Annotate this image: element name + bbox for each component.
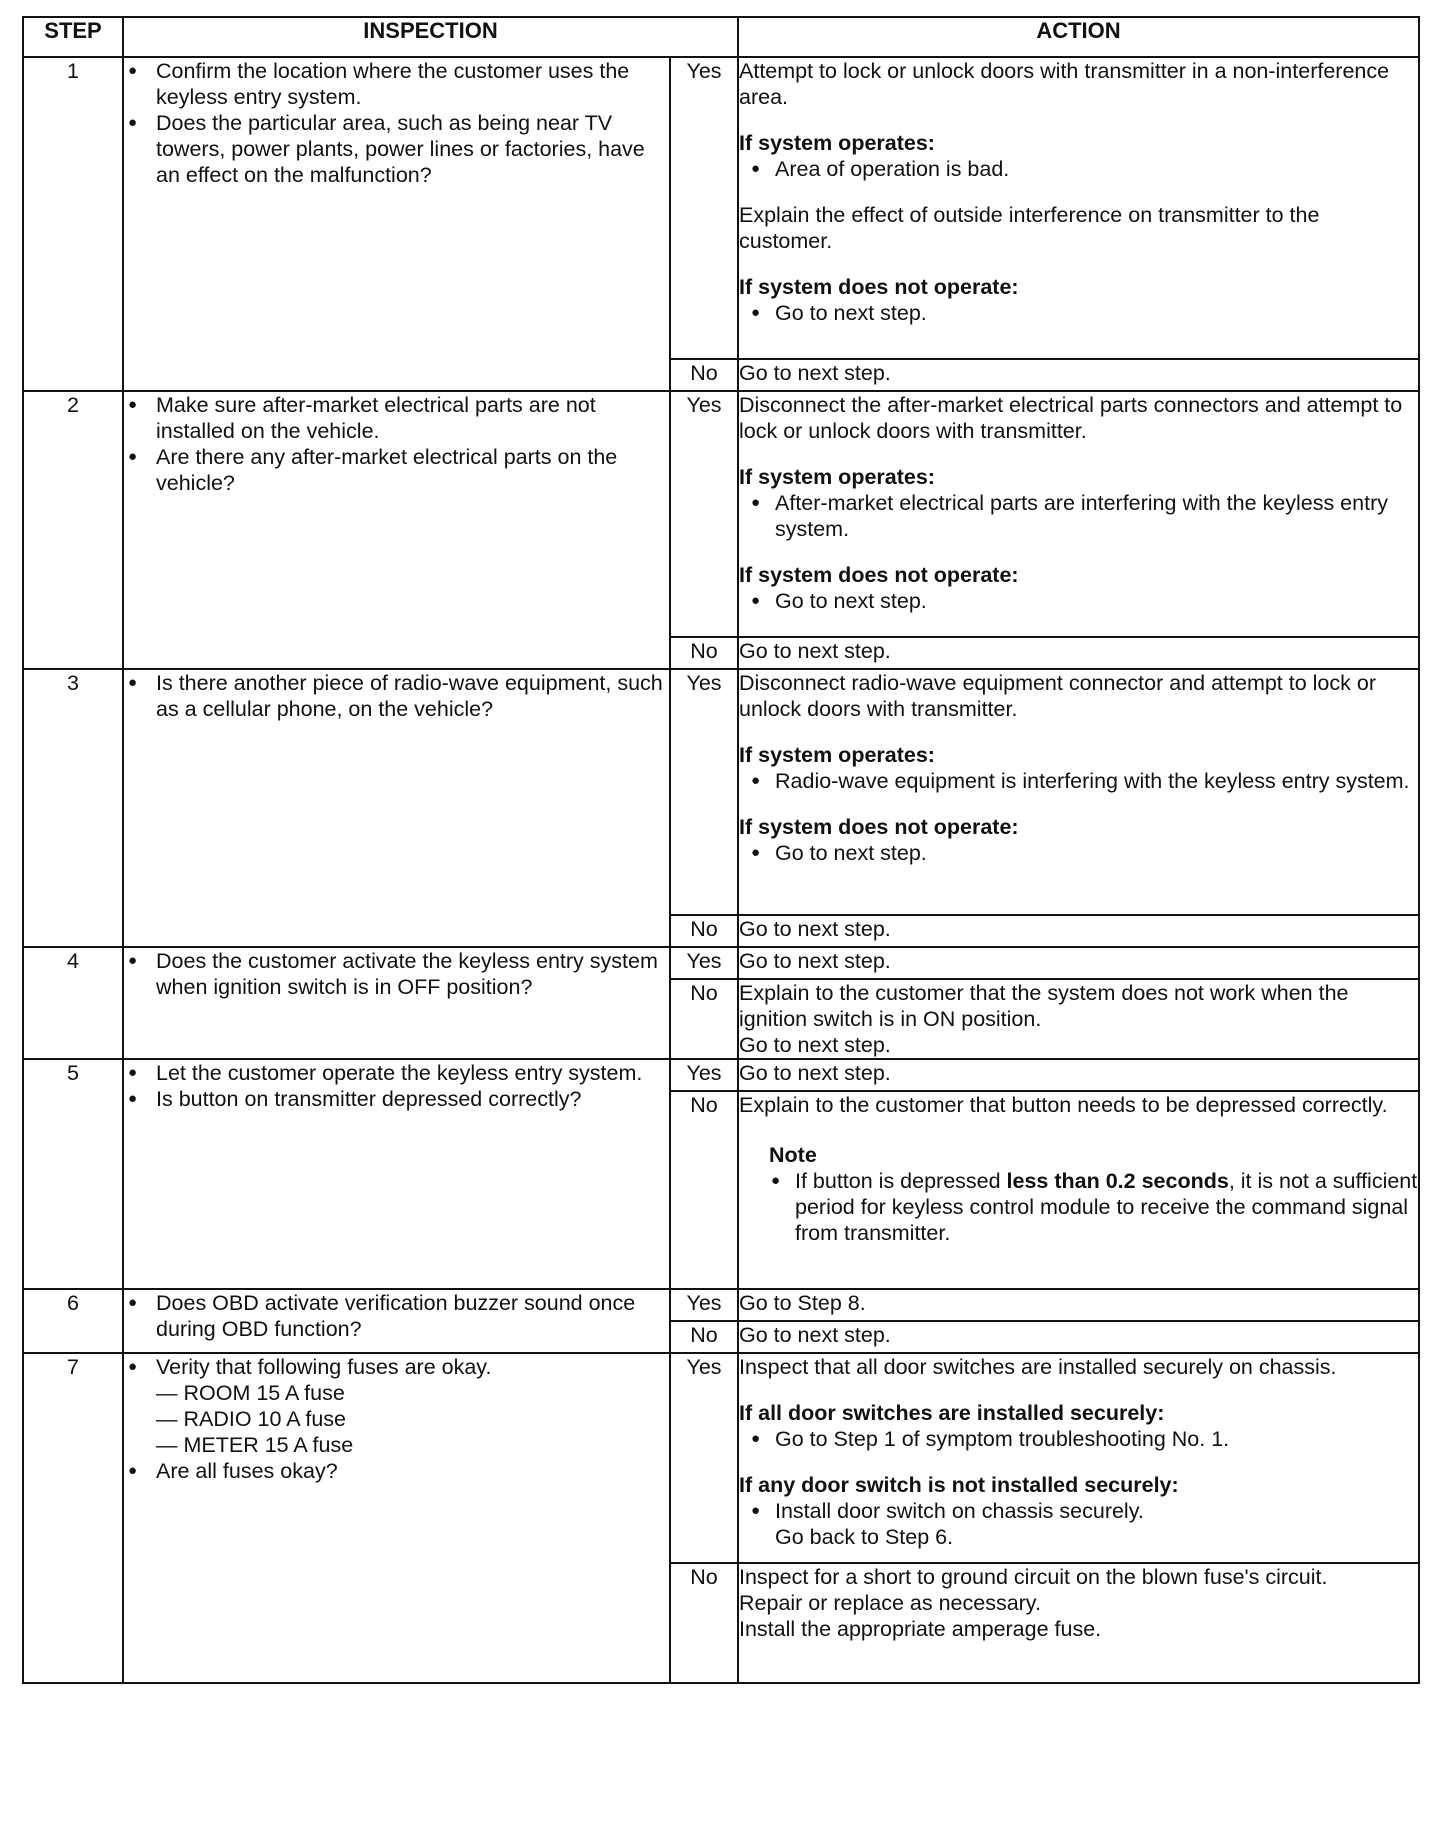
no-label: No	[670, 1321, 738, 1353]
action-cell: Go to next step.	[738, 637, 1419, 669]
table-row	[23, 1289, 1419, 1321]
action-text: Attempt to lock or unlock doors with transmitter in a non-interference area.	[739, 59, 1390, 109]
action-heading: If system operates:	[739, 743, 935, 767]
action-text: Install the appropriate amperage fuse.	[739, 1617, 1102, 1641]
inspection-cell	[123, 391, 670, 669]
step-number: 1	[23, 57, 123, 391]
inspection-item: ● Are all fuses okay?	[124, 1458, 669, 1484]
yes-label: Yes	[670, 947, 738, 979]
no-label: No	[670, 637, 738, 669]
action-text: Explain to the customer that button needs to be depressed correctly.	[739, 1093, 1388, 1117]
inspection-item: ● Are there any after-market electrical parts on the vehicle?	[124, 444, 669, 496]
action-item: ● Area of operation is bad.	[749, 156, 1418, 182]
action-item: ● Install door switch on chassis securely. Go back to Step 6.	[749, 1498, 1418, 1550]
action-cell	[738, 1353, 1419, 1563]
no-label: No	[670, 1563, 738, 1683]
yes-label: Yes	[670, 1289, 738, 1321]
troubleshooting-sheet	[22, 16, 1418, 1684]
inspection-item: ● Confirm the location where the customer uses the keyless entry system.	[124, 58, 669, 110]
action-heading: If all door switches are installed securely:	[739, 1401, 1165, 1425]
action-heading: If system operates:	[739, 465, 935, 489]
table-row	[23, 57, 1419, 359]
inspection-cell	[123, 669, 670, 947]
note-title: Note	[769, 1143, 817, 1167]
inspection-item: ● Does the particular area, such as being near TV towers, power plants, power lines or factories, have an effect on the malfunction?	[124, 110, 669, 188]
action-heading: If system does not operate:	[739, 815, 1019, 839]
step-number: 3	[23, 669, 123, 947]
action-item: ● After-market electrical parts are interfering with the keyless entry system.	[749, 490, 1418, 542]
inspection-item: ● Does the customer activate the keyless entry system when ignition switch is in OFF position?	[124, 948, 669, 1000]
inspection-cell	[123, 57, 670, 391]
action-cell	[738, 979, 1419, 1059]
yes-label: Yes	[670, 1059, 738, 1091]
no-label: No	[670, 359, 738, 391]
action-item: ● Go to next step.	[749, 840, 1418, 866]
action-text: Inspect for a short to ground circuit on the blown fuse's circuit.	[739, 1565, 1328, 1589]
inspection-cell	[123, 1289, 670, 1353]
step-number: 6	[23, 1289, 123, 1353]
header-inspection: INSPECTION	[123, 17, 738, 57]
table-row	[23, 1059, 1419, 1091]
fuse-item: — RADIO 10 A fuse	[156, 1407, 347, 1431]
action-text: Repair or replace as necessary.	[739, 1591, 1041, 1615]
action-cell	[738, 669, 1419, 915]
table-row	[23, 947, 1419, 979]
table-row	[23, 1353, 1419, 1563]
action-cell: Go to next step.	[738, 915, 1419, 947]
action-cell: Go to next step.	[738, 359, 1419, 391]
action-item: ● Go to Step 1 of symptom troubleshooting No. 1.	[749, 1426, 1418, 1452]
action-cell: Go to next step.	[738, 947, 1419, 979]
fuse-item: — ROOM 15 A fuse	[156, 1381, 345, 1405]
note-block	[769, 1142, 1418, 1246]
header-action: ACTION	[738, 17, 1419, 57]
action-item: ● Go to next step.	[749, 300, 1418, 326]
yes-label: Yes	[670, 669, 738, 915]
inspection-list	[124, 58, 669, 188]
action-cell: Go to next step.	[738, 1321, 1419, 1353]
action-heading: If system does not operate:	[739, 563, 1019, 587]
inspection-cell	[123, 1353, 670, 1683]
action-cell	[738, 1091, 1419, 1289]
step-number: 2	[23, 391, 123, 669]
action-cell: Go to next step.	[738, 1059, 1419, 1091]
action-cell	[738, 1563, 1419, 1683]
no-label: No	[670, 1091, 738, 1289]
inspection-item: ● Let the customer operate the keyless entry system.	[124, 1060, 669, 1086]
inspection-cell	[123, 1059, 670, 1289]
action-heading: If system operates:	[739, 131, 935, 155]
yes-label: Yes	[670, 1353, 738, 1563]
action-text: Explain to the customer that the system does not work when the ignition switch is in ON position.	[739, 981, 1349, 1031]
no-label: No	[670, 915, 738, 947]
inspection-item: ● Verity that following fuses are okay. — ROOM 15 A fuse — RADIO 10 A fuse — METER 15 A fuse	[124, 1354, 669, 1458]
action-item: ● Radio-wave equipment is interfering with the keyless entry system.	[749, 768, 1418, 794]
action-text: Go to next step.	[739, 1033, 891, 1057]
yes-label: Yes	[670, 391, 738, 637]
action-text: Disconnect radio-wave equipment connector and attempt to lock or unlock doors with transmitter.	[739, 671, 1376, 721]
action-cell	[738, 391, 1419, 637]
header-step: STEP	[23, 17, 123, 57]
action-item: ● Go to next step.	[749, 588, 1418, 614]
table-row	[23, 391, 1419, 637]
action-cell	[738, 57, 1419, 359]
step-number: 4	[23, 947, 123, 1059]
step-number: 7	[23, 1353, 123, 1683]
action-heading: If system does not operate:	[739, 275, 1019, 299]
action-cell: Go to Step 8.	[738, 1289, 1419, 1321]
action-text: Disconnect the after-market electrical parts connectors and attempt to lock or unlock doors with transmitter.	[739, 393, 1403, 443]
inspection-item: ● Does OBD activate verification buzzer sound once during OBD function?	[124, 1290, 669, 1342]
fuse-item: — METER 15 A fuse	[156, 1433, 354, 1457]
inspection-cell	[123, 947, 670, 1059]
action-text: Explain the effect of outside interference on transmitter to the customer.	[739, 203, 1320, 253]
action-text: Inspect that all door switches are installed securely on chassis.	[739, 1355, 1337, 1379]
action-heading: If any door switch is not installed securely:	[739, 1473, 1179, 1497]
note-item: ● If button is depressed less than 0.2 seconds, it is not a sufficient period for keyless control module to receive the command signal from transmitter.	[769, 1168, 1418, 1246]
inspection-item: ● Is button on transmitter depressed correctly?	[124, 1086, 669, 1112]
troubleshooting-table	[22, 16, 1420, 1684]
inspection-item: ● Make sure after-market electrical parts are not installed on the vehicle.	[124, 392, 669, 444]
table-row	[23, 669, 1419, 915]
fuse-list	[156, 1380, 669, 1458]
yes-label: Yes	[670, 57, 738, 359]
header-row	[23, 17, 1419, 57]
inspection-item: ● Is there another piece of radio-wave equipment, such as a cellular phone, on the vehicle?	[124, 670, 669, 722]
step-number: 5	[23, 1059, 123, 1289]
no-label: No	[670, 979, 738, 1059]
